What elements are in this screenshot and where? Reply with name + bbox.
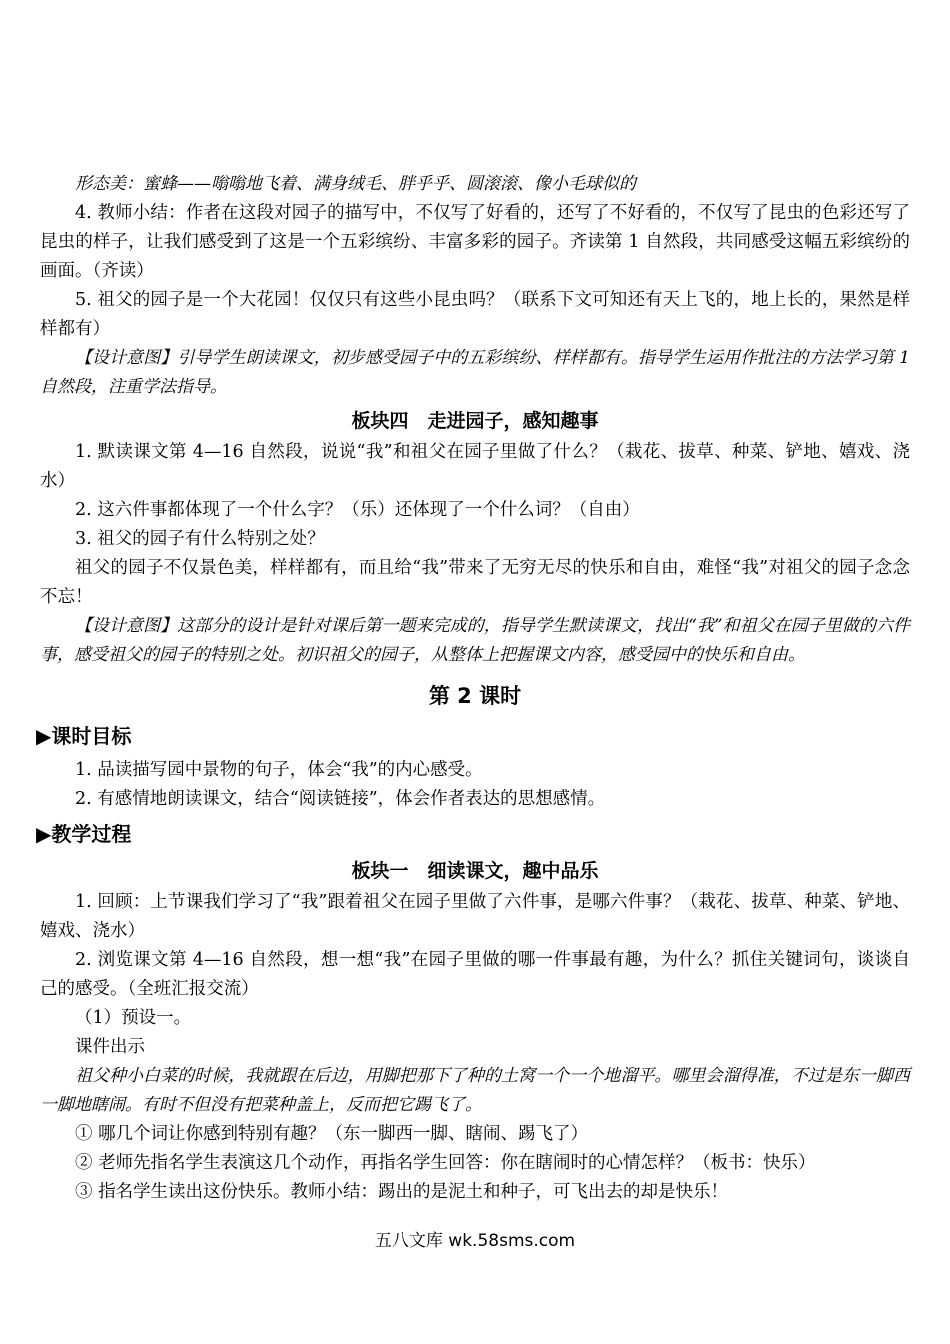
paragraph-quote: 祖父种小白菜的时候，我就跟在后边，用脚把那下了种的土窝一个一个地溜平。哪里会溜得准，不过是东一脚西一脚地瞎闹。有时不但没有把菜种盖上，反而把它踢飞了。 <box>40 1066 910 1115</box>
section-lesson-goals: ▶课时目标 <box>36 724 132 748</box>
paragraph-design-intent-2: 【设计意图】这部分的设计是针对课后第一题来完成的，指导学生默读课文，找出“我”和祖父在园子里做的六件事，感受祖父的园子的特别之处。初识祖父的园子，从整体上把握课文内容，感受园中的快乐和自由。 <box>40 616 910 665</box>
paragraph-review: 1. 回顾：上节课我们学习了“我”跟着祖父在园子里做了六件事，是哪六件事？（栽花、拔草、种菜、铲地、嬉戏、浇水） <box>40 892 910 941</box>
paragraph-garden-answer: 祖父的园子不仅景色美，样样都有，而且给“我”带来了无穷无尽的快乐和自由，难怪“我”对祖父的园子念念不忘！ <box>40 558 910 607</box>
paragraph-six-things: 2. 这六件事都体现了一个什么字？（乐）还体现了一个什么词？（自由） <box>75 500 640 520</box>
paragraph-item-3: ③ 指名学生读出这份快乐。教师小结：踢出的是泥土和种子，可飞出去的却是快乐！ <box>75 1182 729 1202</box>
section-teaching-process: ▶教学过程 <box>36 822 132 846</box>
paragraph-preset-one: （1）预设一。 <box>75 1008 192 1028</box>
paragraph-design-intent-1: 【设计意图】引导学生朗读课文，初步感受园子中的五彩缤纷、样样都有。指导学生运用作批注的方法学习第 1 自然段，注重学法指导。 <box>40 348 910 397</box>
lesson-title: 第 2 课时 <box>428 684 522 708</box>
paragraph-special-garden: 3. 祖父的园子有什么特别之处？ <box>75 529 325 549</box>
document-body <box>36 170 910 1207</box>
paragraph-goal-1: 1. 品读描写园中景物的句子，体会“我”的内心感受。 <box>75 760 483 780</box>
page-footer: 五八文库 wk.58sms.com <box>374 1231 576 1251</box>
section-heading-block-four: 板块四 走进园子，感知趣事 <box>351 410 599 432</box>
paragraph-teacher-summary: 4. 教师小结：作者在这段对园子的描写中，不仅写了好看的，还写了不好看的，不仅写了昆虫的色彩还写了昆虫的样子，让我们感受到了这是一个五彩缤纷、丰富多彩的园子。齐读第 1 自然段，共同感受这幅五彩缤纷的画面。（齐读） <box>40 203 910 281</box>
paragraph-silent-reading: 1. 默读课文第 4—16 自然段，说说“我”和祖父在园子里做了什么？（栽花、拔草、种菜、铲地、嬉戏、浇水） <box>40 442 910 491</box>
paragraph-goal-2: 2. 有感情地朗读课文，结合“阅读链接”，体会作者表达的思想感情。 <box>75 789 606 809</box>
paragraph-item-2: ② 老师先指名学生表演这几个动作，再指名学生回答：你在瞎闹时的心情怎样？（板书：快乐） <box>75 1153 816 1173</box>
paragraph-shape-beauty: 形态美：蜜蜂——嗡嗡地飞着、满身绒毛、胖乎乎、圆滚滚、像小毛球似的 <box>75 174 636 194</box>
section-heading-block-one: 板块一 细读课文，趣中品乐 <box>351 860 599 882</box>
paragraph-courseware: 课件出示 <box>75 1037 145 1057</box>
paragraph-big-garden: 5. 祖父的园子是一个大花园！仅仅只有这些小昆虫吗？（联系下文可知还有天上飞的，地上长的，果然是样样都有） <box>40 290 910 339</box>
paragraph-browse: 2. 浏览课文第 4—16 自然段，想一想“我”在园子里做的哪一件事最有趣，为什么？抓住关键词句，谈谈自己的感受。（全班汇报交流） <box>40 950 910 999</box>
paragraph-item-1: ① 哪几个词让你感到特别有趣？（东一脚西一脚、瞎闹、踢飞了） <box>75 1124 589 1144</box>
